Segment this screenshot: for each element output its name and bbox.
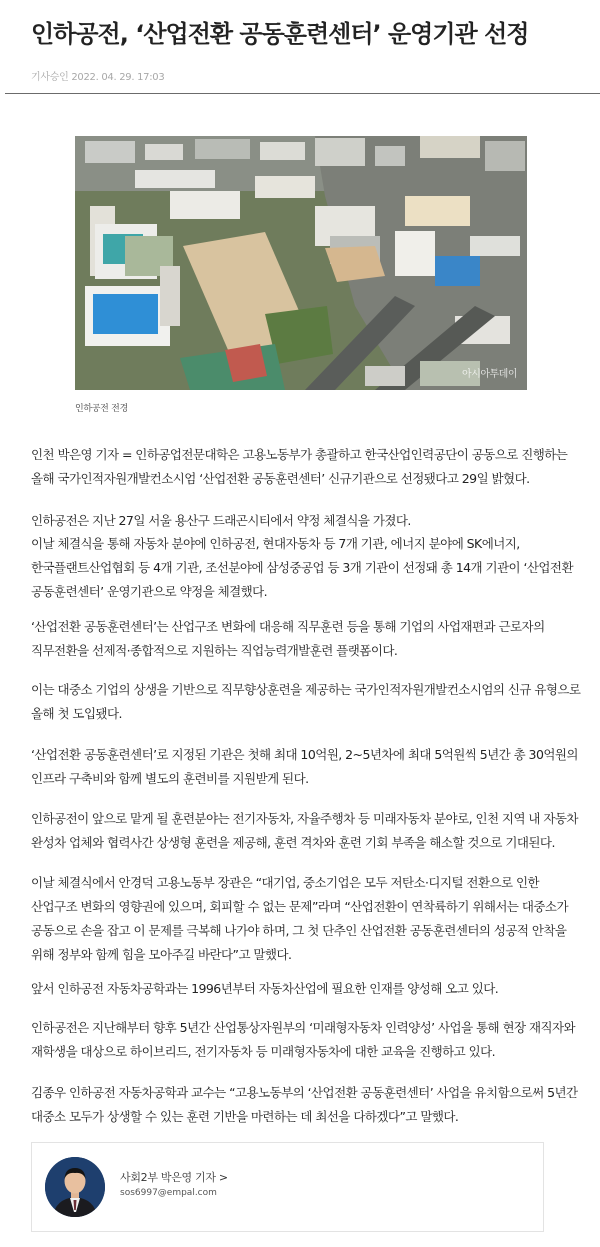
body-paragraph: 이날 체결식에서 안경덕 고용노동부 장관은 “대기업, 중소기업은 모두 저탄소·디지털 전환으로 인한 산업구조 변화의 영향권에 있으며, 회피할 수 없는 문제”라며 “산업전환이 연착륙하기 위해서는 대중소가 공동으로 손을 잡고 이 문제를 극복해 나가야 하며, 그 첫 단추인 산업전환 공동훈련센터의 성공적 안착을 위해 정부와 함께 힘을 모아주길 바란다”고 말했다. (31, 874, 568, 962)
body-paragraph: ‘산업전환 공동훈련센터’는 산업구조 변화에 대응해 직무훈련 등을 통해 기업의 사업재편과 근로자의 직무전환을 선제적·종합적으로 지원하는 직업능력개발훈련 플랫폼이다. (31, 618, 545, 658)
approval-date: 기사승인 2022. 04. 29. 17:03 (31, 72, 165, 83)
photo-caption: 인하공전 전경 (75, 404, 128, 414)
body-paragraph: 인천 박은영 기자 = 인하공업전문대학은 고용노동부가 총괄하고 한국산업인력공단이 공동으로 진행하는 올해 국가인적자원개발컨소시엄 ‘산업전환 공동훈련센터’ 신규기관으로 선정됐다고 29일 밝혔다. (31, 446, 568, 486)
body-paragraph: 인하공전이 앞으로 맡게 될 훈련분야는 전기자동차, 자율주행차 등 미래자동차 분야로, 인천 지역 내 자동차 완성차 업체와 협력사간 상생형 훈련을 제공해, 훈련 격차와 훈련 기회 부족을 해소할 것으로 기대된다. (31, 810, 578, 850)
reporter-email[interactable]: sos6997@empal.com (120, 1188, 217, 1198)
body-paragraph: 인하공전은 지난해부터 향후 5년간 산업통상자원부의 ‘미래형자동차 인력양성’ 사업을 통해 현장 재직자와 재학생을 대상으로 하이브리드, 전기자동차 등 미래형자동차에 대한 교육을 진행하고 있다. (31, 1019, 576, 1059)
body-paragraph: 인하공전은 지난 27일 서울 용산구 드래곤시티에서 약정 체결식을 가졌다. (31, 512, 411, 528)
body-paragraph: 이는 대중소 기업의 상생을 기반으로 직무향상훈련을 제공하는 국가인적자원개발컨소시엄의 신규 유형으로 올해 첫 도입됐다. (31, 681, 581, 721)
body-paragraph: ‘산업전환 공동훈련센터’로 지정된 기관은 첫해 최대 10억원, 2~5년차에 최대 5억원씩 5년간 총 30억원의 인프라 구축비와 함께 별도의 훈련비를 지원받게 된다. (31, 746, 578, 786)
header-divider (5, 93, 600, 94)
reporter-card (31, 1142, 544, 1232)
photo-watermark: 아시아투데이 (462, 369, 517, 380)
body-paragraph: 이날 체결식을 통해 자동차 분야에 인하공전, 현대자동차 등 7개 기관, 에너지 분야에 SK에너지, 한국플랜트산업협회 등 4개 기관, 조선분야에 삼성중공업 등 3개 기관이 선정돼 총 14개 기관이 ‘산업전환 공동훈련센터’ 운영기관으로 약정을 체결했다. (31, 535, 573, 599)
reporter-name-link[interactable]: 사회2부 박은영 기자 > (120, 1171, 228, 1184)
article-title: 인하공전, ‘산업전환 공동훈련센터’ 운영기관 선정 (31, 20, 529, 48)
reporter-avatar (45, 1157, 105, 1217)
campus-aerial-photo (75, 136, 527, 390)
body-paragraph: 앞서 인하공전 자동차공학과는 1996년부터 자동차산업에 필요한 인재를 양성해 오고 있다. (31, 980, 499, 996)
body-paragraph: 김종우 인하공전 자동차공학과 교수는 “고용노동부의 ‘산업전환 공동훈련센터’ 사업을 유치함으로써 5년간 대중소 모두가 상생할 수 있는 훈련 기반을 마련하는 데 최선을 다하겠다”고 말했다. (31, 1084, 578, 1124)
